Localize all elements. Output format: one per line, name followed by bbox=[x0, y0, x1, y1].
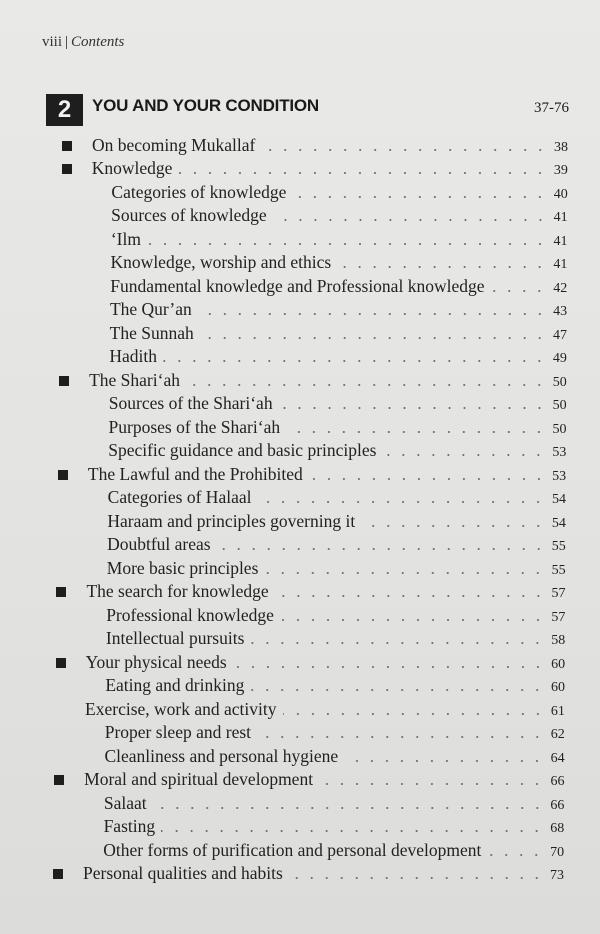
square-bullet-icon bbox=[56, 658, 66, 668]
toc-entry bbox=[104, 792, 565, 814]
square-bullet-icon bbox=[62, 164, 72, 174]
toc-entry bbox=[110, 322, 567, 344]
toc-entry-title: Cleanliness and personal hygiene bbox=[104, 745, 339, 766]
folio-number: viii bbox=[42, 34, 63, 50]
toc-entry-title: Other forms of purification and personal development bbox=[103, 839, 482, 860]
toc-entry-page: 54 bbox=[552, 492, 567, 508]
toc-entry-page: 38 bbox=[554, 140, 568, 155]
toc-entry bbox=[107, 533, 566, 555]
dot-leader bbox=[186, 384, 547, 386]
dot-leader bbox=[261, 149, 548, 151]
toc-entry-page: 41 bbox=[553, 233, 568, 249]
toc-entry-page: 70 bbox=[550, 844, 565, 860]
toc-entry-title: Fasting bbox=[103, 816, 156, 837]
toc-entry bbox=[111, 251, 568, 273]
dot-leader bbox=[233, 666, 545, 668]
toc-entry-title: Knowledge bbox=[91, 158, 173, 179]
toc-entry-title: Proper sleep and rest bbox=[104, 722, 252, 743]
toc-entry-title: Hadith bbox=[109, 346, 158, 367]
square-bullet-icon bbox=[62, 141, 72, 151]
toc-entry-title: The Qur’an bbox=[109, 299, 192, 320]
toc-entry-page: 66 bbox=[550, 797, 565, 813]
toc-entry bbox=[107, 510, 566, 532]
toc-entry bbox=[84, 768, 564, 790]
toc-entry bbox=[106, 604, 565, 626]
chapter-number: 2 bbox=[46, 94, 83, 126]
dot-leader bbox=[250, 642, 545, 644]
toc-entry-page: 53 bbox=[552, 445, 567, 461]
running-head bbox=[42, 34, 124, 51]
toc-entry-title: Exercise, work and activity bbox=[85, 698, 277, 719]
dot-leader bbox=[264, 572, 545, 574]
dot-leader bbox=[361, 525, 546, 527]
toc-entry-page: 61 bbox=[550, 703, 565, 719]
toc-entry-page: 41 bbox=[553, 210, 568, 226]
toc-entry-page: 50 bbox=[552, 421, 567, 437]
toc-entry bbox=[107, 557, 566, 579]
toc-entry bbox=[86, 651, 566, 673]
toc-entry-page: 49 bbox=[552, 351, 567, 367]
toc-entry bbox=[89, 369, 567, 391]
dot-leader bbox=[344, 760, 544, 762]
toc-entry-page: 55 bbox=[551, 539, 566, 555]
toc-entry-page: 54 bbox=[551, 515, 566, 531]
toc-entry bbox=[92, 134, 568, 156]
toc-entry-title: Moral and spiritual development bbox=[84, 769, 314, 790]
dot-leader bbox=[273, 219, 548, 221]
toc-entry bbox=[109, 416, 567, 438]
toc-entry-title: Categories of Halaal bbox=[107, 487, 252, 508]
toc-entry-title: The Shari‘ah bbox=[89, 369, 180, 390]
toc-entry-page: 58 bbox=[551, 633, 566, 649]
toc-entry bbox=[105, 721, 565, 743]
toc-entry bbox=[86, 580, 565, 602]
toc-entry-title: The Lawful and the Prohibited bbox=[87, 463, 303, 484]
toc-entry-title: Categories of knowledge bbox=[111, 181, 287, 202]
chapter-heading bbox=[46, 92, 571, 128]
toc-entry-title: Salaat bbox=[103, 792, 147, 813]
dot-leader bbox=[283, 713, 545, 715]
toc-entry-page: 55 bbox=[551, 562, 566, 578]
toc-entry-title: Purposes of the Shari‘ah bbox=[108, 416, 281, 437]
toc-entry-page: 47 bbox=[552, 327, 567, 343]
dot-leader bbox=[147, 243, 548, 245]
dot-leader bbox=[217, 548, 546, 550]
toc-entry-page: 41 bbox=[553, 257, 568, 273]
dot-leader bbox=[337, 266, 547, 268]
toc-entry-page: 40 bbox=[553, 186, 568, 202]
section-name: Contents bbox=[71, 34, 125, 50]
toc-entry-page: 43 bbox=[553, 304, 568, 320]
toc-entry bbox=[111, 228, 568, 250]
toc-entry-title: ‘Ilm bbox=[110, 228, 141, 249]
toc-entry-title: Sources of the Shari‘ah bbox=[108, 393, 273, 414]
dot-leader bbox=[257, 736, 545, 738]
toc-entry-title: Your physical needs bbox=[85, 651, 227, 672]
toc-entry-title: Haraam and principles governing it bbox=[107, 510, 356, 531]
toc-entry bbox=[88, 463, 566, 485]
toc-entry-title: On becoming Mukallaf bbox=[92, 135, 256, 155]
toc-entry bbox=[110, 275, 567, 297]
toc-entry-page: 57 bbox=[551, 586, 566, 602]
square-bullet-icon bbox=[53, 869, 63, 879]
toc-entry-page: 66 bbox=[550, 774, 565, 790]
toc-entry bbox=[110, 298, 567, 320]
toc-entry bbox=[106, 627, 565, 649]
toc-entry-page: 68 bbox=[550, 821, 565, 837]
square-bullet-icon bbox=[54, 775, 64, 785]
square-bullet-icon bbox=[56, 587, 66, 597]
toc-entry-title: Sources of knowledge bbox=[111, 205, 267, 226]
dot-leader bbox=[309, 478, 546, 480]
chapter-title: YOU AND YOUR CONDITION bbox=[92, 96, 320, 115]
toc-entry bbox=[104, 815, 565, 837]
dot-leader bbox=[292, 196, 547, 198]
dot-leader bbox=[279, 407, 547, 409]
square-bullet-icon bbox=[59, 376, 69, 386]
chapter-page-range: 37-76 bbox=[534, 100, 569, 116]
toc-entry bbox=[83, 862, 564, 884]
toc-entry-page: 42 bbox=[553, 280, 568, 296]
dot-leader bbox=[250, 689, 545, 691]
dot-leader bbox=[257, 501, 546, 503]
toc-entry-title: More basic principles bbox=[106, 557, 259, 578]
toc-entry bbox=[103, 839, 564, 861]
dot-leader bbox=[382, 454, 546, 456]
separator: | bbox=[65, 34, 69, 50]
toc-entry-title: Doubtful areas bbox=[107, 534, 211, 555]
toc-entry bbox=[111, 181, 567, 203]
dot-leader bbox=[198, 313, 547, 315]
toc-entry-page: 57 bbox=[551, 609, 566, 625]
dot-leader bbox=[289, 877, 544, 879]
toc-entry bbox=[108, 486, 566, 508]
toc-entry-title: Personal qualities and habits bbox=[83, 863, 283, 883]
dot-leader bbox=[490, 290, 547, 292]
toc-entry-title: The Sunnah bbox=[109, 322, 194, 343]
toc-entry-page: 39 bbox=[553, 163, 568, 179]
dot-leader bbox=[280, 619, 546, 621]
toc-entry-title: The search for knowledge bbox=[86, 581, 269, 602]
toc-entry bbox=[108, 439, 566, 461]
dot-leader bbox=[286, 431, 546, 433]
toc-entry bbox=[92, 157, 568, 179]
dot-leader bbox=[153, 807, 545, 809]
toc-entry-page: 62 bbox=[550, 727, 565, 743]
toc-entry-page: 60 bbox=[551, 656, 566, 672]
toc-entry-page: 50 bbox=[552, 398, 567, 414]
dot-leader bbox=[178, 172, 547, 174]
toc-entry bbox=[104, 745, 564, 767]
toc-entry-page: 64 bbox=[550, 750, 565, 766]
toc-entry-title: Professional knowledge bbox=[106, 604, 274, 625]
dot-leader bbox=[163, 360, 547, 362]
square-bullet-icon bbox=[58, 470, 68, 480]
toc-entry-page: 53 bbox=[552, 468, 567, 484]
toc-entry bbox=[109, 345, 566, 367]
toc-entry-title: Fundamental knowledge and Professional knowledge bbox=[110, 275, 485, 296]
dot-leader bbox=[487, 854, 544, 856]
toc-entry-title: Intellectual pursuits bbox=[105, 628, 245, 649]
toc-entry-page: 60 bbox=[551, 680, 566, 696]
toc-entry bbox=[85, 698, 565, 720]
toc-entry bbox=[109, 392, 567, 414]
toc-entry bbox=[111, 204, 567, 226]
toc-entry-title: Specific guidance and basic principles bbox=[108, 440, 377, 461]
toc-entry-page: 73 bbox=[550, 868, 564, 883]
dot-leader bbox=[200, 337, 547, 339]
toc-entry-title: Knowledge, worship and ethics bbox=[110, 252, 332, 273]
toc-entry-page: 50 bbox=[552, 374, 567, 390]
toc-entry-title: Eating and drinking bbox=[105, 675, 245, 696]
dot-leader bbox=[319, 783, 544, 785]
dot-leader bbox=[161, 830, 544, 832]
dot-leader bbox=[275, 595, 546, 597]
toc-entry bbox=[105, 674, 565, 696]
